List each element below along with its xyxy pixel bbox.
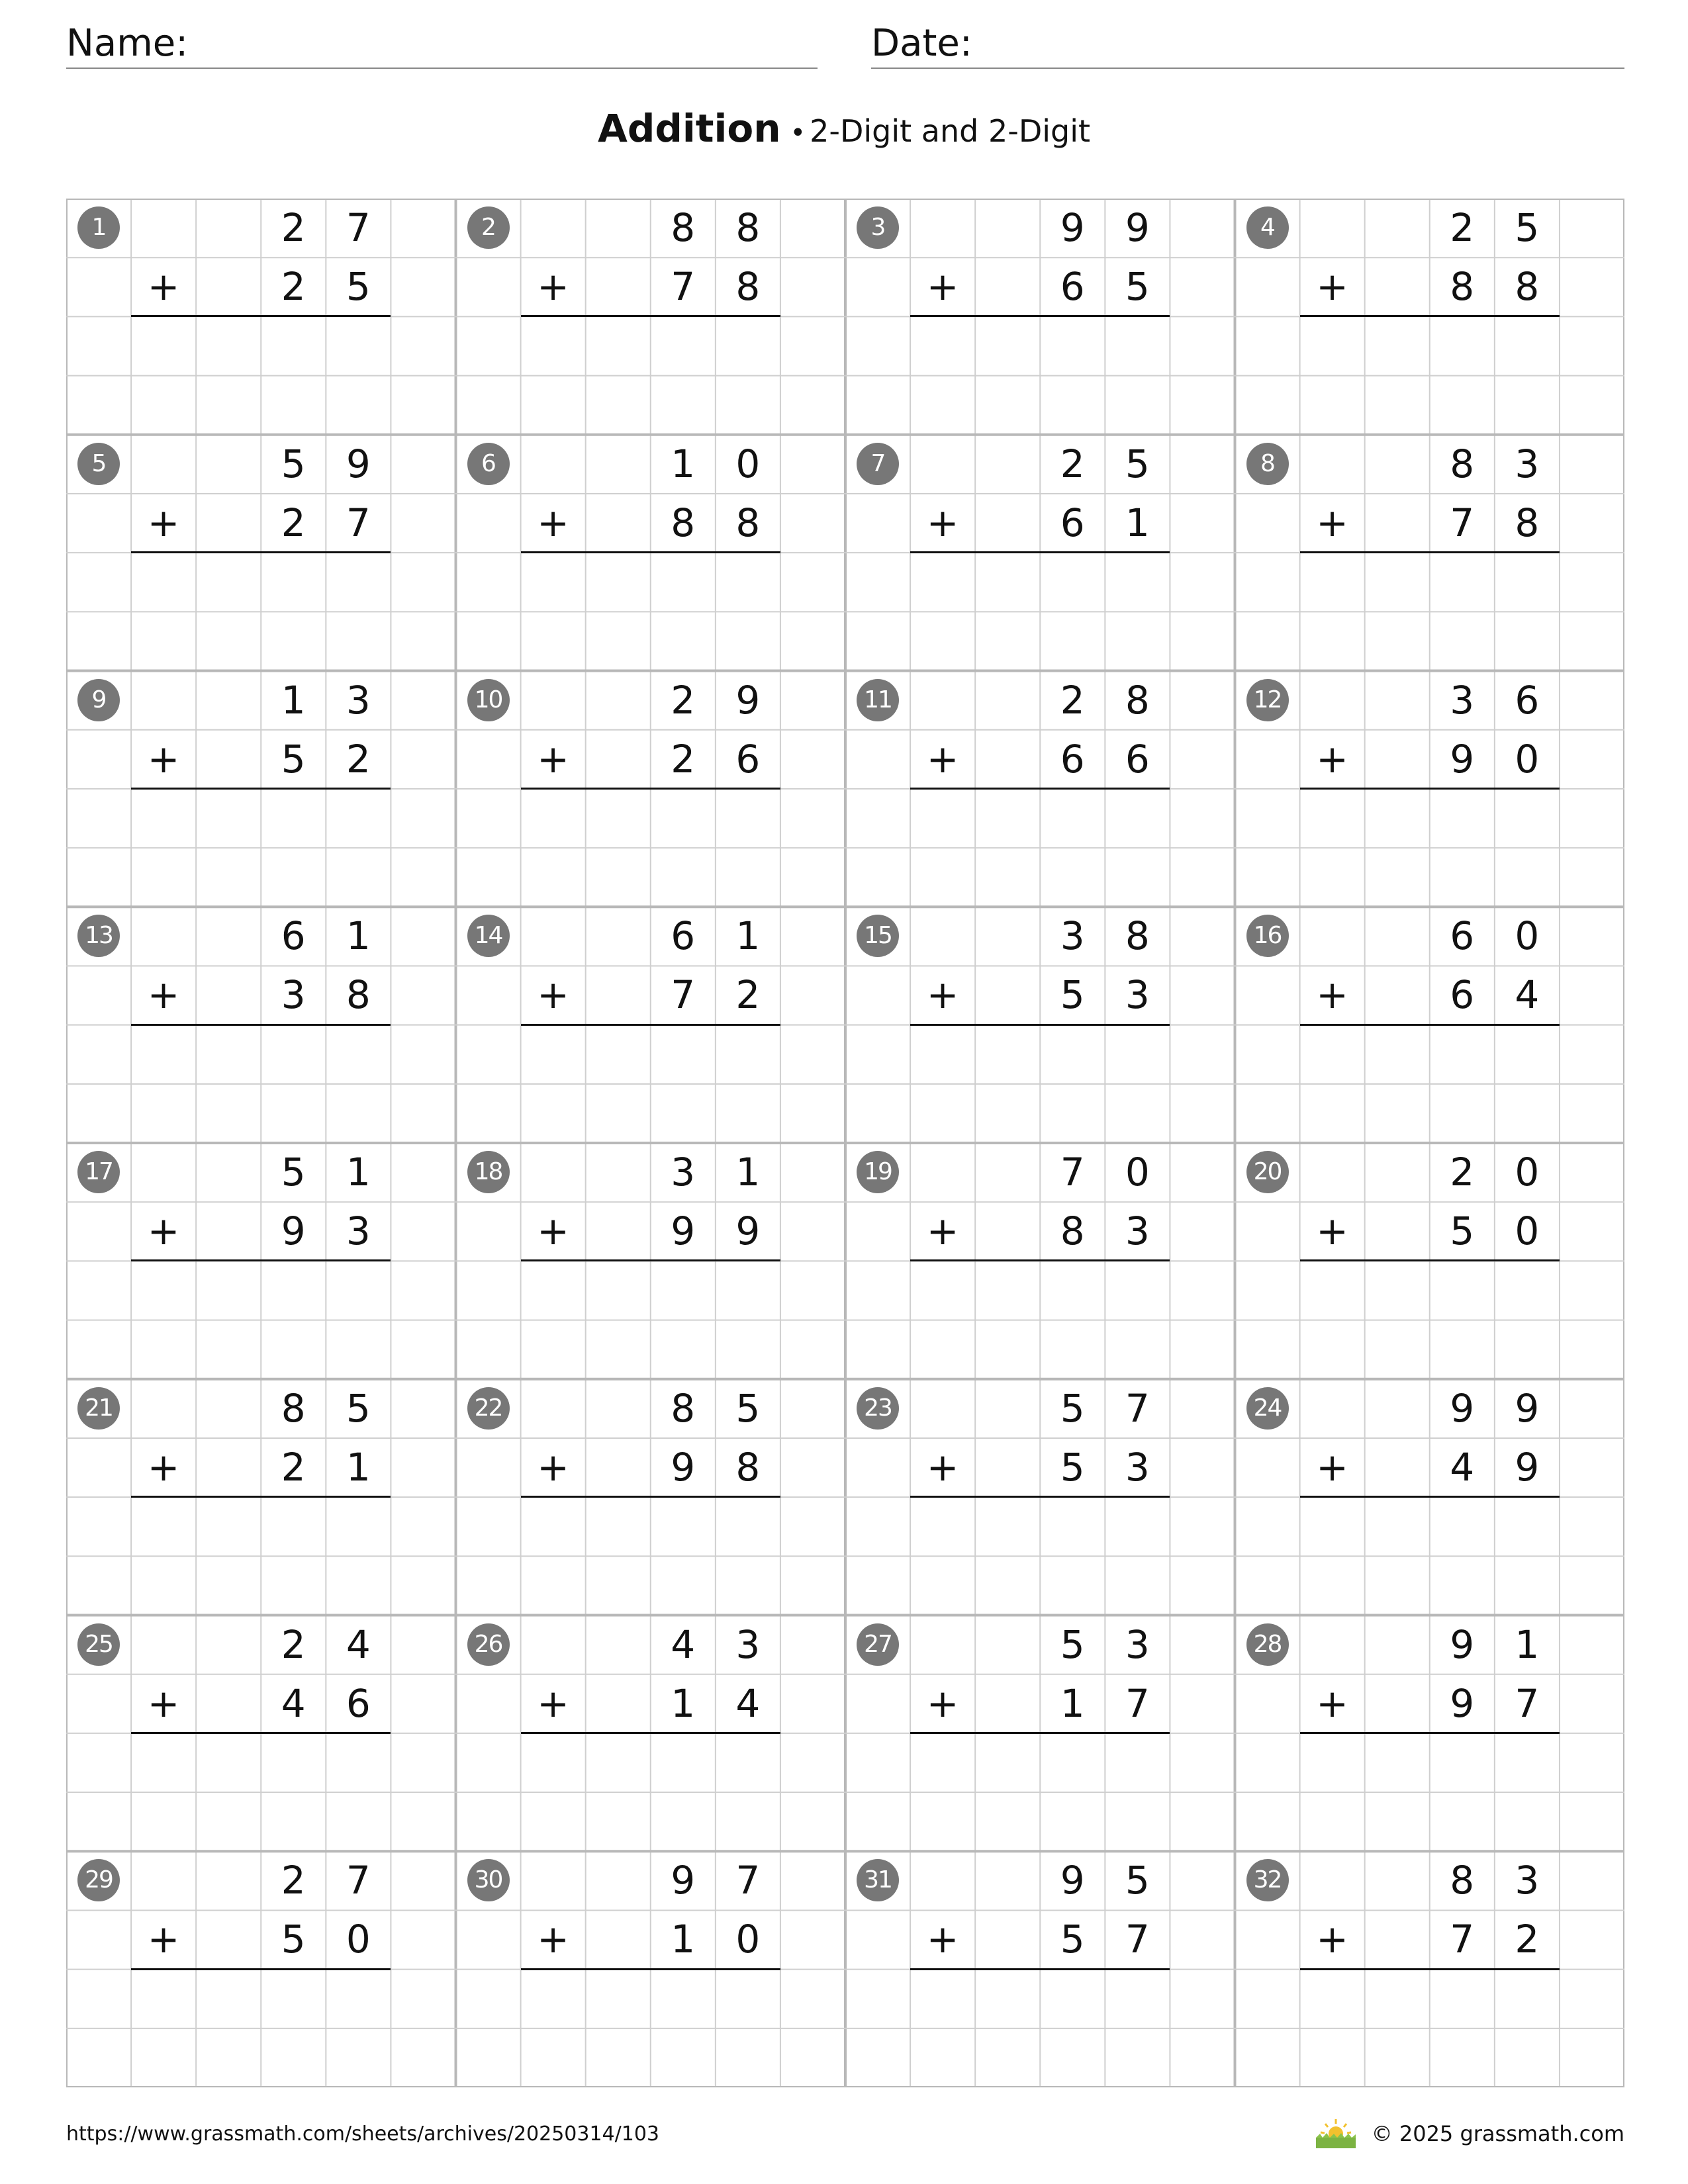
title-subtitle: 2-Digit and 2-Digit [810, 113, 1091, 149]
addend-bottom-tens: 5 [1060, 1917, 1085, 1962]
addend-top-ones: 5 [346, 1385, 371, 1431]
answer-area[interactable] [521, 1733, 780, 1792]
addend-top-tens: 1 [281, 677, 306, 723]
problem-number-badge: 11 [857, 679, 899, 721]
plus-sign: + [926, 1917, 959, 1962]
plus-sign: + [1316, 1917, 1348, 1962]
plus-sign: + [537, 1917, 569, 1962]
problem-number-badge: 30 [467, 1859, 510, 1901]
answer-area[interactable] [521, 789, 780, 848]
plus-sign: + [147, 264, 180, 310]
addend-bottom-tens: 7 [1450, 1917, 1475, 1962]
answer-area[interactable] [131, 316, 391, 375]
addend-bottom-tens: 2 [281, 1444, 306, 1490]
answer-area[interactable] [910, 1970, 1170, 2028]
addend-bottom-tens: 1 [671, 1680, 696, 1726]
addend-bottom-ones: 8 [346, 972, 371, 1018]
addend-bottom-ones: 7 [1125, 1917, 1150, 1962]
addend-top-ones: 1 [346, 913, 371, 959]
addend-top-tens: 8 [281, 1385, 306, 1431]
addend-top-ones: 1 [735, 1150, 761, 1195]
addend-bottom-tens: 3 [281, 972, 306, 1018]
grass-sun-logo-icon [1312, 2118, 1360, 2150]
addend-top-ones: 9 [1515, 1385, 1540, 1431]
plus-sign: + [1316, 1444, 1348, 1490]
addend-top-tens: 3 [1450, 677, 1475, 723]
problem-number-badge: 7 [857, 443, 899, 485]
addend-bottom-tens: 9 [1450, 1680, 1475, 1726]
problem-number-badge: 28 [1246, 1623, 1289, 1666]
addend-bottom-tens: 2 [281, 264, 306, 310]
addend-bottom-tens: 5 [1060, 1444, 1085, 1490]
footer-copyright: © 2025 grassmath.com [1371, 2121, 1624, 2146]
answer-area[interactable] [910, 1025, 1170, 1084]
answer-area[interactable] [910, 553, 1170, 612]
addend-top-tens: 8 [671, 1385, 696, 1431]
problem-number-badge: 20 [1246, 1151, 1289, 1193]
addend-top-ones: 3 [735, 1621, 761, 1667]
addend-bottom-tens: 5 [281, 736, 306, 782]
answer-area[interactable] [521, 1970, 780, 2028]
addend-bottom-ones: 7 [346, 500, 371, 545]
addend-top-tens: 2 [1060, 441, 1085, 486]
addend-top-tens: 9 [1450, 1385, 1475, 1431]
plus-sign: + [537, 972, 569, 1018]
plus-sign: + [537, 1208, 569, 1254]
addend-bottom-ones: 4 [735, 1680, 761, 1726]
answer-area[interactable] [1300, 789, 1560, 848]
date-field[interactable] [871, 21, 1624, 69]
worksheet-title [0, 106, 1688, 151]
addend-top-ones: 1 [735, 913, 761, 959]
answer-area[interactable] [910, 1261, 1170, 1320]
addend-top-ones: 0 [1515, 1150, 1540, 1195]
addend-bottom-ones: 0 [346, 1917, 371, 1962]
addend-bottom-ones: 9 [735, 1208, 761, 1254]
plus-sign: + [537, 264, 569, 310]
addend-top-tens: 8 [1450, 441, 1475, 486]
addend-top-ones: 8 [1125, 677, 1150, 723]
addend-bottom-tens: 8 [671, 500, 696, 545]
date-label: Date: [871, 22, 972, 65]
answer-area[interactable] [131, 1733, 391, 1792]
answer-area[interactable] [521, 316, 780, 375]
plus-sign: + [1316, 264, 1348, 310]
addend-bottom-tens: 2 [671, 736, 696, 782]
plus-sign: + [147, 736, 180, 782]
answer-area[interactable] [910, 1497, 1170, 1556]
title-bullet: • [790, 118, 806, 148]
plus-sign: + [926, 264, 959, 310]
addend-bottom-tens: 5 [1450, 1208, 1475, 1254]
problem-number-badge: 22 [467, 1387, 510, 1430]
addend-bottom-ones: 1 [346, 1444, 371, 1490]
answer-area[interactable] [131, 553, 391, 612]
name-label: Name: [66, 22, 189, 65]
plus-sign: + [537, 1680, 569, 1726]
addend-bottom-tens: 5 [281, 1917, 306, 1962]
addend-bottom-ones: 8 [735, 500, 761, 545]
problem-number-badge: 27 [857, 1623, 899, 1666]
addend-bottom-ones: 3 [1125, 972, 1150, 1018]
answer-area[interactable] [521, 1497, 780, 1556]
addend-top-ones: 8 [735, 205, 761, 250]
addend-top-ones: 5 [1125, 1858, 1150, 1903]
addend-top-tens: 5 [281, 1150, 306, 1195]
problem-number-badge: 13 [77, 915, 120, 957]
answer-area[interactable] [1300, 1970, 1560, 2028]
addend-bottom-ones: 6 [1125, 736, 1150, 782]
plus-sign: + [926, 1444, 959, 1490]
addend-top-ones: 3 [1515, 441, 1540, 486]
answer-area[interactable] [521, 553, 780, 612]
answer-area[interactable] [910, 316, 1170, 375]
addend-bottom-ones: 3 [346, 1208, 371, 1254]
addend-bottom-tens: 7 [1450, 500, 1475, 545]
addend-top-tens: 8 [1450, 1858, 1475, 1903]
plus-sign: + [147, 1680, 180, 1726]
answer-area[interactable] [1300, 316, 1560, 375]
addend-top-tens: 9 [1060, 205, 1085, 250]
addend-bottom-ones: 2 [735, 972, 761, 1018]
addend-bottom-ones: 0 [735, 1917, 761, 1962]
plus-sign: + [147, 500, 180, 545]
plus-sign: + [147, 1917, 180, 1962]
addend-bottom-ones: 2 [346, 736, 371, 782]
plus-sign: + [1316, 736, 1348, 782]
addend-bottom-ones: 3 [1125, 1208, 1150, 1254]
addend-bottom-ones: 8 [1515, 264, 1540, 310]
problem-number-badge: 14 [467, 915, 510, 957]
addend-top-ones: 3 [1515, 1858, 1540, 1903]
addend-top-tens: 5 [281, 441, 306, 486]
problem-number-badge: 21 [77, 1387, 120, 1430]
answer-area[interactable] [1300, 1025, 1560, 1084]
addend-top-tens: 7 [1060, 1150, 1085, 1195]
plus-sign: + [926, 1680, 959, 1726]
problem-number-badge: 32 [1246, 1859, 1289, 1901]
addend-top-tens: 8 [671, 205, 696, 250]
addend-bottom-tens: 4 [1450, 1444, 1475, 1490]
addend-top-tens: 5 [1060, 1385, 1085, 1431]
problem-number-badge: 24 [1246, 1387, 1289, 1430]
plus-sign: + [147, 1208, 180, 1254]
addend-bottom-ones: 8 [1515, 500, 1540, 545]
addend-bottom-tens: 9 [281, 1208, 306, 1254]
addend-bottom-ones: 7 [1515, 1680, 1540, 1726]
problem-number-badge: 3 [857, 206, 899, 249]
addend-bottom-ones: 6 [735, 736, 761, 782]
addend-top-tens: 2 [671, 677, 696, 723]
addend-bottom-tens: 1 [671, 1917, 696, 1962]
addend-top-tens: 2 [281, 205, 306, 250]
addend-top-tens: 1 [671, 441, 696, 486]
problem-number-badge: 16 [1246, 915, 1289, 957]
title-main: Addition [597, 106, 781, 151]
addend-top-tens: 6 [671, 913, 696, 959]
addend-bottom-tens: 7 [671, 972, 696, 1018]
addend-bottom-tens: 8 [1060, 1208, 1085, 1254]
plus-sign: + [926, 972, 959, 1018]
plus-sign: + [926, 1208, 959, 1254]
addend-top-ones: 9 [346, 441, 371, 486]
problem-number-badge: 5 [77, 443, 120, 485]
answer-area[interactable] [131, 789, 391, 848]
addend-bottom-ones: 1 [1125, 500, 1150, 545]
addend-bottom-tens: 9 [671, 1208, 696, 1254]
problem-number-badge: 10 [467, 679, 510, 721]
answer-area[interactable] [1300, 1733, 1560, 1792]
addend-top-ones: 7 [346, 205, 371, 250]
plus-sign: + [537, 1444, 569, 1490]
problem-number-badge: 25 [77, 1623, 120, 1666]
addend-top-ones: 0 [1125, 1150, 1150, 1195]
answer-area[interactable] [131, 1261, 391, 1320]
plus-sign: + [1316, 1208, 1348, 1254]
addend-top-tens: 2 [1450, 1150, 1475, 1195]
addend-top-tens: 5 [1060, 1621, 1085, 1667]
plus-sign: + [147, 972, 180, 1018]
addend-top-tens: 9 [671, 1858, 696, 1903]
problem-number-badge: 26 [467, 1623, 510, 1666]
footer-url[interactable]: https://www.grassmath.com/sheets/archives/20250314/103 [66, 2122, 660, 2146]
addend-top-ones: 5 [735, 1385, 761, 1431]
plus-sign: + [1316, 1680, 1348, 1726]
plus-sign: + [926, 736, 959, 782]
problem-number-badge: 1 [77, 206, 120, 249]
addend-bottom-ones: 2 [1515, 1917, 1540, 1962]
addend-top-ones: 9 [1125, 205, 1150, 250]
answer-area[interactable] [910, 789, 1170, 848]
addend-top-tens: 2 [281, 1858, 306, 1903]
addend-top-ones: 7 [1125, 1385, 1150, 1431]
addend-bottom-ones: 9 [1515, 1444, 1540, 1490]
problem-number-badge: 29 [77, 1859, 120, 1901]
plus-sign: + [537, 500, 569, 545]
addend-bottom-ones: 7 [1125, 1680, 1150, 1726]
problem-number-badge: 12 [1246, 679, 1289, 721]
problem-number-badge: 6 [467, 443, 510, 485]
addend-top-ones: 1 [1515, 1621, 1540, 1667]
addend-top-tens: 3 [671, 1150, 696, 1195]
addend-bottom-tens: 6 [1450, 972, 1475, 1018]
problem-number-badge: 8 [1246, 443, 1289, 485]
addend-top-tens: 6 [1450, 913, 1475, 959]
plus-sign: + [926, 500, 959, 545]
addend-bottom-ones: 0 [1515, 1208, 1540, 1254]
addend-top-tens: 3 [1060, 913, 1085, 959]
addend-bottom-tens: 8 [1450, 264, 1475, 310]
problem-number-badge: 19 [857, 1151, 899, 1193]
plus-sign: + [147, 1444, 180, 1490]
addend-bottom-ones: 8 [735, 264, 761, 310]
problem-grid [66, 199, 1624, 2087]
addend-bottom-tens: 5 [1060, 972, 1085, 1018]
addend-top-ones: 3 [1125, 1621, 1150, 1667]
addend-bottom-tens: 6 [1060, 736, 1085, 782]
answer-area[interactable] [131, 1025, 391, 1084]
plus-sign: + [1316, 500, 1348, 545]
answer-area[interactable] [1300, 553, 1560, 612]
addend-top-tens: 2 [1450, 205, 1475, 250]
answer-area[interactable] [910, 1733, 1170, 1792]
addend-top-ones: 5 [1515, 205, 1540, 250]
problem-number-badge: 2 [467, 206, 510, 249]
addend-top-tens: 6 [281, 913, 306, 959]
addend-bottom-tens: 2 [281, 500, 306, 545]
addend-top-tens: 9 [1450, 1621, 1475, 1667]
plus-sign: + [1316, 972, 1348, 1018]
addend-top-ones: 7 [735, 1858, 761, 1903]
addend-bottom-tens: 7 [671, 264, 696, 310]
problem-number-badge: 15 [857, 915, 899, 957]
answer-area[interactable] [1300, 1261, 1560, 1320]
addend-bottom-tens: 6 [1060, 500, 1085, 545]
plus-sign: + [537, 736, 569, 782]
answer-area[interactable] [131, 1970, 391, 2028]
problem-number-badge: 9 [77, 679, 120, 721]
addend-bottom-ones: 5 [1125, 264, 1150, 310]
answer-area[interactable] [521, 1025, 780, 1084]
addend-bottom-ones: 0 [1515, 736, 1540, 782]
problem-number-badge: 17 [77, 1151, 120, 1193]
addend-top-ones: 0 [1515, 913, 1540, 959]
addend-bottom-ones: 6 [346, 1680, 371, 1726]
problem-number-badge: 4 [1246, 206, 1289, 249]
footer-brand [1312, 2118, 1624, 2150]
addend-top-ones: 7 [346, 1858, 371, 1903]
addend-bottom-ones: 4 [1515, 972, 1540, 1018]
addend-top-tens: 2 [281, 1621, 306, 1667]
addend-top-ones: 5 [1125, 441, 1150, 486]
addend-top-tens: 4 [671, 1621, 696, 1667]
addend-top-ones: 6 [1515, 677, 1540, 723]
addend-bottom-ones: 8 [735, 1444, 761, 1490]
addend-bottom-ones: 5 [346, 264, 371, 310]
name-field[interactable] [66, 21, 818, 69]
addend-top-tens: 9 [1060, 1858, 1085, 1903]
addend-bottom-tens: 9 [1450, 736, 1475, 782]
problem-number-badge: 18 [467, 1151, 510, 1193]
addend-top-ones: 9 [735, 677, 761, 723]
addend-top-tens: 2 [1060, 677, 1085, 723]
addend-top-ones: 0 [735, 441, 761, 486]
addend-bottom-ones: 3 [1125, 1444, 1150, 1490]
addend-top-ones: 1 [346, 1150, 371, 1195]
answer-area[interactable] [1300, 1497, 1560, 1556]
addend-top-ones: 8 [1125, 913, 1150, 959]
addend-bottom-tens: 1 [1060, 1680, 1085, 1726]
addend-top-ones: 4 [346, 1621, 371, 1667]
addend-top-ones: 3 [346, 677, 371, 723]
addend-bottom-tens: 6 [1060, 264, 1085, 310]
answer-area[interactable] [521, 1261, 780, 1320]
problem-number-badge: 31 [857, 1859, 899, 1901]
answer-area[interactable] [131, 1497, 391, 1556]
addend-bottom-tens: 4 [281, 1680, 306, 1726]
addend-bottom-tens: 9 [671, 1444, 696, 1490]
problem-number-badge: 23 [857, 1387, 899, 1430]
